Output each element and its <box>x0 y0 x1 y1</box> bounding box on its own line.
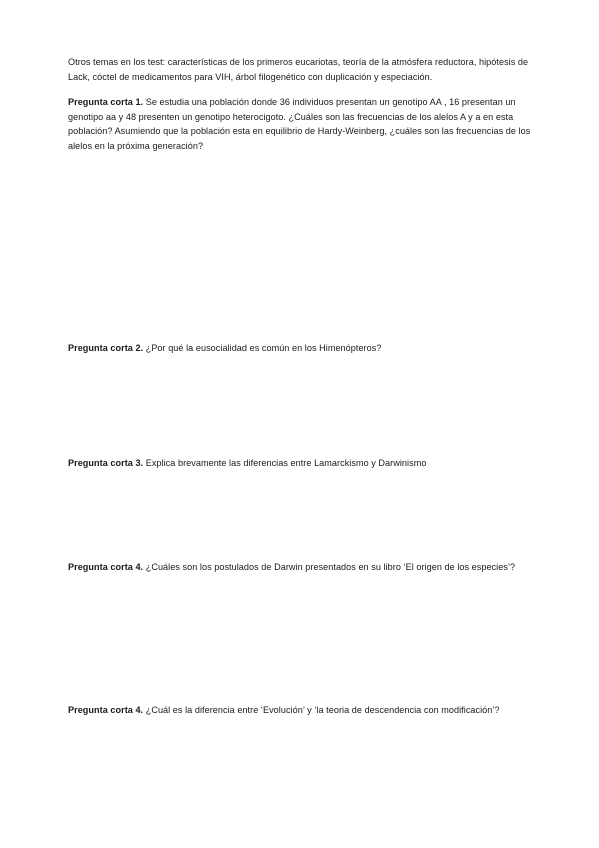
question-1-text: Se estudia una población donde 36 individuos presentan un genotipo AA , 16 presentan un genotipo aa y 48 presenten un genotipo heterocigoto. ¿Cuáles son las frecuencias de los alelos A y a en esta población? Asumiendo que la población esta en equilibrio de Hardy-Weinberg, ¿cuáles son las frecuencias de los alelos en la próxima generación? <box>68 97 531 151</box>
question-5-label: Pregunta corta 4. <box>68 705 144 715</box>
intro-paragraph: Otros temas en los test: características de los primeros eucariotas, teoría de la atmósfera reductora, hipótesis de Lack, cóctel de medicamentos para VIH, árbol filogenético con duplicación y especiación. <box>68 57 529 82</box>
question-1 <box>68 95 538 153</box>
question-5 <box>68 703 548 718</box>
question-2 <box>68 341 538 356</box>
question-4-text: ¿Cuáles son los postulados de Darwin presentados en su libro ‘El origen de los especies’? <box>143 562 516 572</box>
question-3-label: Pregunta corta 3. <box>68 458 144 468</box>
question-1-label: Pregunta corta 1. <box>68 97 144 107</box>
question-3 <box>68 456 538 471</box>
question-2-label: Pregunta corta 2. <box>68 343 144 353</box>
question-2-text: ¿Por qué la eusocialidad es común en los Himenópteros? <box>143 343 382 353</box>
question-4 <box>68 560 523 575</box>
question-5-text: ¿Cuál es la diferencia entre ‘Evolución’ y ‘la teoria de descendencia con modificación’? <box>143 705 500 715</box>
question-3-text: Explica brevamente las diferencias entre Lamarckismo y Darwinismo <box>143 458 427 468</box>
question-4-label: Pregunta corta 4. <box>68 562 144 572</box>
